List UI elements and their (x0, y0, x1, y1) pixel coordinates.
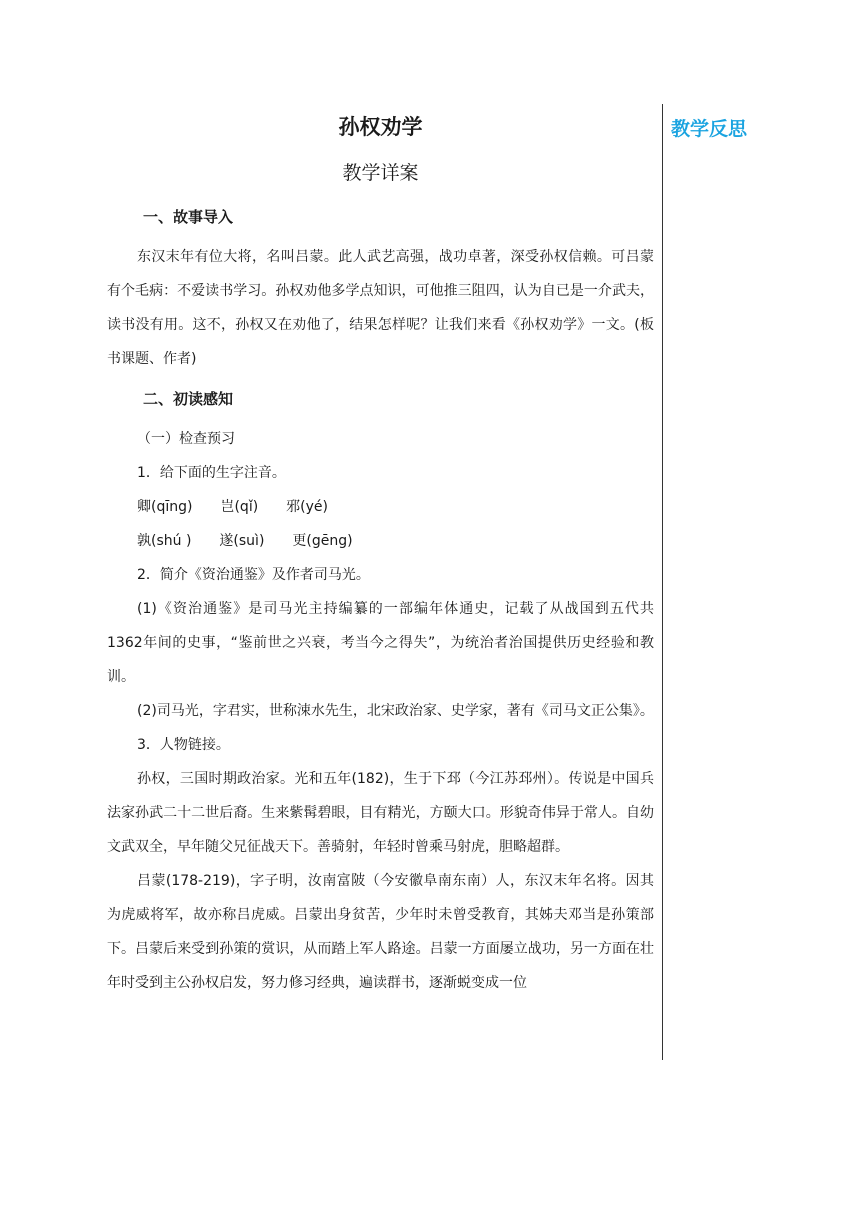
column-divider (662, 104, 663, 1060)
pinyin-entry: 孰(shú ) (137, 533, 192, 549)
author-description: (2)司马光，字君实，世称涑水先生，北宋政治家、史学家，著有《司马文正公集》。 (137, 703, 654, 719)
subsection-check-preview: （一）检查预习 (137, 431, 235, 447)
page-title: 孙权劝学 (338, 115, 423, 139)
sidebar-title: 教学反思 (671, 118, 748, 140)
page-subtitle: 教学详案 (342, 162, 419, 184)
pinyin-row (107, 524, 654, 558)
pinyin-entry: 岂(qǐ) (220, 499, 259, 515)
pinyin-entry: 更(gēng) (292, 533, 353, 549)
sunquan-bio: 孙权，三国时期政治家。光和五年(182)，生于下邳（今江苏邳州）。传说是中国兵法家孙武二十二世后裔。生来紫髯碧眼，目有精光，方颐大口。形貌奇伟异于常人。自幼文武双全，早年随父兄征战天下。善骑射，年轻时曾乘马射虎，胆略超群。 (107, 771, 654, 855)
section-heading-intro: 一、故事导入 (143, 208, 234, 226)
pinyin-entry: 邪(yé) (286, 499, 328, 515)
pinyin-entry: 遂(suì) (219, 533, 265, 549)
item-character-link: 3．人物链接。 (137, 737, 230, 753)
pinyin-entry: 卿(qīng) (137, 499, 193, 515)
item-pinyin-task: 1．给下面的生字注音。 (137, 465, 286, 481)
intro-paragraph: 东汉末年有位大将，名叫吕蒙。此人武艺高强，战功卓著，深受孙权信赖。可吕蒙有个毛病：不爱读书学习。孙权劝他多学点知识，可他推三阻四，认为自已是一介武夫，读书没有用。这不，孙权又在劝他了，结果怎样呢？让我们来看《孙权劝学》一文。(板书课题、作者) (107, 249, 654, 367)
item-intro-book: 2．简介《资治通鉴》及作者司马光。 (137, 567, 370, 583)
section-heading-first-reading: 二、初读感知 (143, 390, 234, 408)
book-description: (1)《资治通鉴》是司马光主持编纂的一部编年体通史，记载了从战国到五代共1362年间的史事，“鉴前世之兴衰，考当今之得失”，为统治者治国提供历史经验和教训。 (107, 601, 654, 685)
pinyin-row (107, 490, 654, 524)
lvmeng-bio: 吕蒙(178-219)，字子明，汝南富陂（今安徽阜南东南）人，东汉末年名将。因其为虎威将军，故亦称吕虎威。吕蒙出身贫苦，少年时未曾受教育，其姊夫邓当是孙策部下。吕蒙后来受到孙策的赏识，从而踏上军人路途。吕蒙一方面屡立战功，另一方面在壮年时受到主公孙权启发，努力修习经典，遍读群书，逐渐蜕变成一位 (107, 873, 654, 991)
document-body (107, 104, 654, 1000)
